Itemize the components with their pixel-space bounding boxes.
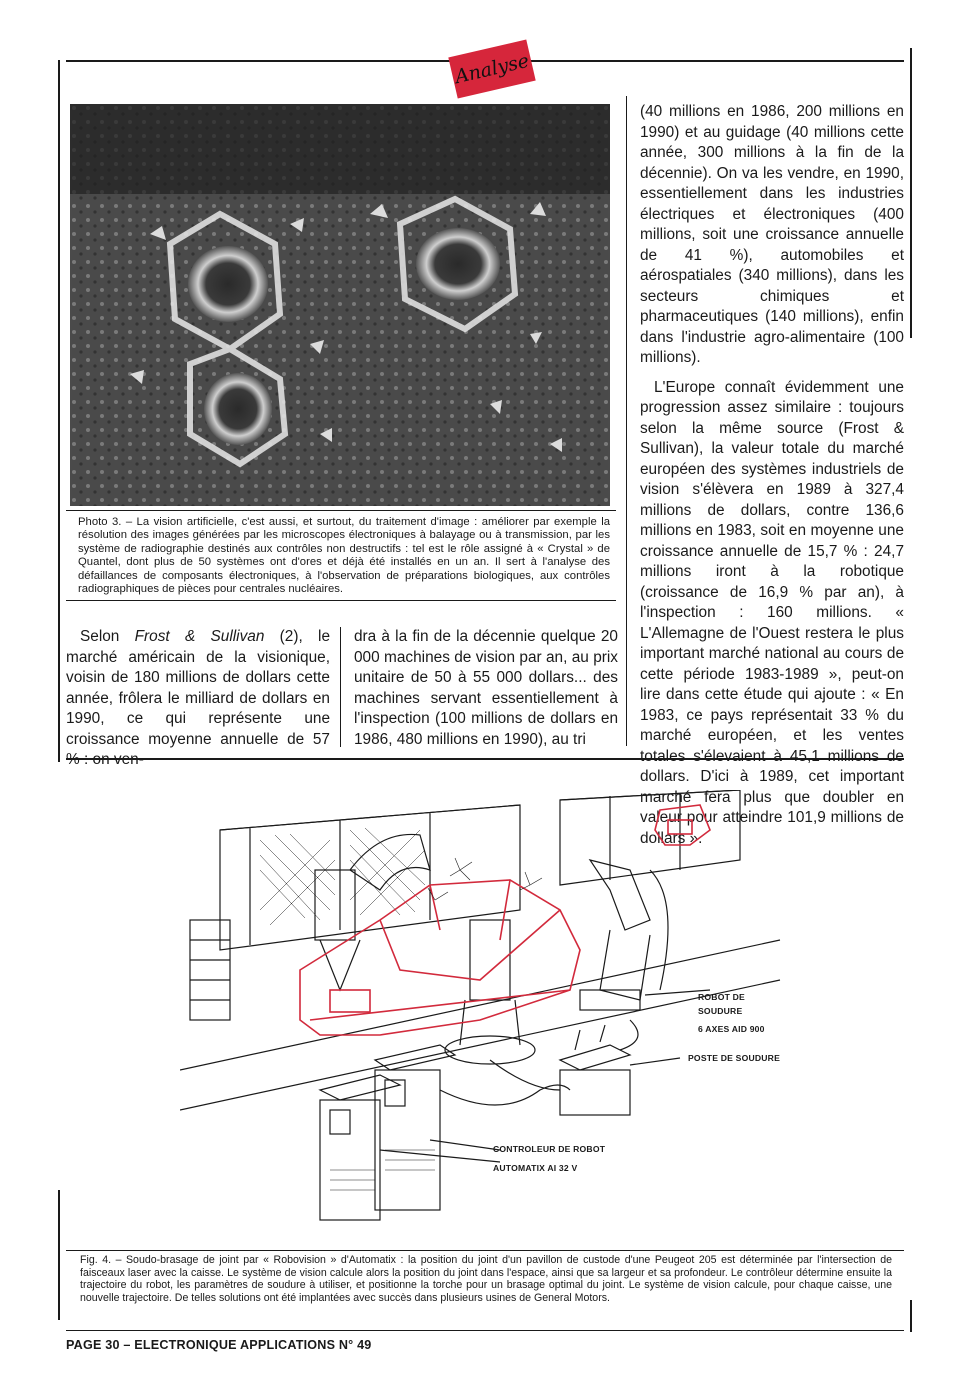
column-3-paragraph-2: L'Europe connaît évidemment une progression assez similaire : toujours selon la même source (Frost & Sullivan), la valeur totale du marché européen des systèmes industriels de vision s'élèvera en 1989 à 327,4 millions de dollars, contre 136,6 millions en 1983, soit en moyenne une croissance annuelle de 15,7 % : 24,7 millions iront à la robotique (croissance de 16,9 % par an), à l'inspection : 160 millions. « L'Allemagne de l'Ouest restera le plus important marché national au cours de cette période 1983-1989 », peut-on lire dans cette étude qui ajoute : « En 1983, ce pays représentait 33 % du marché européen, et les ventes totales s'élevaient à 45,1 millions de dollars. D'ici à 1989, cet important marché fera plus que doubler en valeur pour atteindre 101,9 millions de dollars ». [640,378,904,847]
column-1 [66,627,330,771]
column-1-paragraph [66,627,330,771]
col1-prefix: Selon [80,628,135,645]
section-tag [448,40,535,99]
controller-label [493,1142,605,1175]
page-footer: PAGE 30 – ELECTRONIQUE APPLICATIONS N° 49 [66,1338,372,1352]
robot-label-line-1: ROBOT DE SOUDURE [698,992,745,1016]
photo-caption: Photo 3. – La vision artificielle, c'est aussi, et surtout, du traitement d'image : améliorer par exemple la résolution des images générées par les microscopes électroniques à balayage ou à transmission, par les système de radiographie destinés aux contrôles non destructifs : tel est le rôle assigné à « Crystal » de Quantel, dont plus de 50 systèmes ont d'ores et déjà été installés en un an. Il sert à l'analyse des défaillances de composants électroniques, à l'observation de préparations biologiques, aux contrôles radiographiques de pièces pour centrales nucléaires. [78,516,610,596]
microscope-photo [70,104,610,506]
figure-caption-bottom-rule [66,1330,904,1331]
column-2 [354,627,618,750]
controller-label-line-1: CONTROLEUR DE ROBOT [493,1144,606,1154]
robot-cell-illustration [180,790,790,1240]
figure-caption-top-rule [66,1250,904,1251]
photo-caption-bottom-rule [66,600,616,601]
col1-source-name: Frost & Sullivan [134,628,265,645]
right-frame-rule [910,48,912,338]
column-3-paragraph-1: (40 millions en 1986, 200 millions en 1990) et au guidage (40 millions cette année, 300 millions à la fin de la décennie). On va les vendre, en 1990, essentiellement dans les industries électriques et électroniques (400 millions, soit une croissance annuelle de 41 %), automobiles et aérospatiales (340 millions), dans les secteurs chimiques et pharmaceutiques (140 millions), enfin dans l'industrie agro-alimentaire (100 millions). [640,103,904,366]
column-divider-1 [340,627,341,747]
column-divider-2 [626,96,627,746]
section-tag-label: Analyse [452,49,532,89]
lower-right-frame-rule [910,1300,912,1332]
figure-caption: Fig. 4. – Soudo-brasage de joint par « Robovision » d'Automatix : la position du joint d'un pavillon de custode d'une Peugeot 205 est déterminée par l'intersection de faisceaux laser avec la caisse. Le système de vision calcule alors la position du joint dans l'espace, ainsi que sa largeur et sa profondeur. Le contrôleur détermine ensuite la trajectoire du robot, les paramètres de soudure à utiliser, et positionne la torche pour un brasage optimal du joint. Le système de vision calcule, pour chaque caisse, une nouvelle trajectoire. De telles solutions ont été implantées avec succès dans plusieurs usines de General Motors. [80,1254,892,1304]
col1-body: (2), le marché américain de la visionique, voisin de 180 millions de dollars cette année, frôlera le milliard de dollars en 1990, ce qui représente une croissance moyenne annuelle de 57 % : on ven- [66,628,331,768]
photo-caption-top-rule [66,510,616,511]
welding-station-label: POSTE DE SOUDURE [688,1053,781,1063]
robot-label [698,990,790,1036]
robot-label-line-2: 6 AXES AID 900 [698,1024,765,1034]
controller-label-line-2: AUTOMATIX AI 32 V [493,1163,578,1173]
lower-left-frame-rule [58,1190,60,1320]
column-3 [640,102,904,849]
column-2-paragraph: dra à la fin de la décennie quelque 20 000 machines de vision par an, au prix unitaire de 50 à 55 000 dollars... des machines servant essentiellement à l'inspection (100 millions de dollars en 1986, 480 millions en 1990), au tri [354,628,618,748]
left-frame-rule [58,60,60,762]
